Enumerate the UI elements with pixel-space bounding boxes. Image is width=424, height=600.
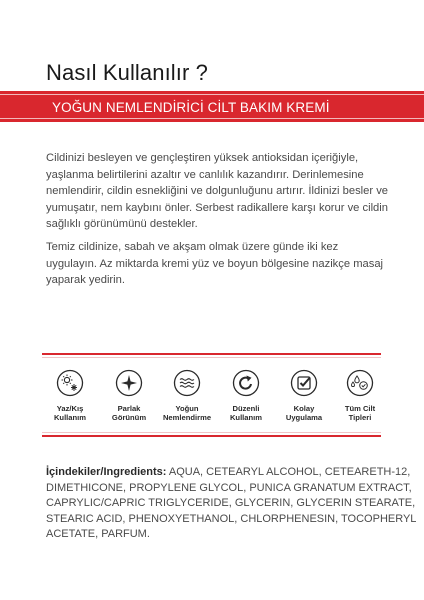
feature-label-line2: Uygulama [285,413,323,422]
waves-icon [173,369,201,397]
drops-check-icon [346,369,374,397]
feature-label-line1: Kolay [293,404,315,413]
sun-snow-icon [56,369,84,397]
feature-item [218,369,274,422]
repeat-arrow-icon [232,369,260,397]
ingredients-label: İçindekiler/Ingredients: [46,466,167,478]
ingredients-list: AQUA, CETEARYL ALCOHOL, CETEARETH-12, DIMETHICONE, PROPYLENE GLYCOL, PUNICA GRANATUM EXTRACT, CAPRYLIC/CAPRIC TRIGLYCERIDE, GLYCERIN, GLYCERIN STEARATE, STEARIC ACID, PHENOXYETHANOL, CHLORPHENESIN, TOCOPHERYL ACETATE, PARFUM. [46,466,417,540]
banner [0,91,424,122]
banner-text: YOĞUN NEMLENDİRİCİ CİLT BAKIM KREMİ [52,100,330,115]
features-strip [42,353,381,437]
description-paragraph: Cildinizi besleyen ve gençleştiren yüksek antioksidan içeriğiyle, yaşlanma belirtilerini azaltır ve canlılık kazandırır. Derinlemesine nemlendirir, cildin esnekliğini ve dolgunluğunu artırır. İldinizi besler ve yumuşatır, nem kaybını önler. Serbest radikallere karşı korur ve cildin sağlıklı görünümünü destekler. [46,152,389,230]
page-title: Nasıl Kullanılır ? [46,60,208,85]
feature-label-line2: Tipleri [348,413,372,422]
feature-item [159,369,215,422]
feature-label-line2: Nemlendirme [162,413,212,422]
feature-label-line2: Kullanım [53,413,87,422]
feature-label-line2: Görünüm [111,413,147,422]
feature-item [101,369,157,422]
feature-label-line1: Tüm Cilt [344,404,376,413]
checkmark-icon [290,369,318,397]
feature-item [332,369,388,422]
feature-item [42,369,98,422]
usage-paragraph: Temiz cildinize, sabah ve akşam olmak üzere günde iki kez uygulayın. Az miktarda kremi yüz ve boyun bölgesine nazikçe masaj yaparak yedirin. [46,241,384,286]
sparkle-icon [115,369,143,397]
feature-label-line1: Parlak [117,404,141,413]
ingredients-block [46,465,416,543]
feature-label-line1: Düzenli [232,404,260,413]
feature-label-line1: Yaz/Kış [56,404,84,413]
feature-label-line1: Yoğun [175,404,199,413]
feature-item [276,369,332,422]
feature-label-line2: Kullanım [229,413,263,422]
